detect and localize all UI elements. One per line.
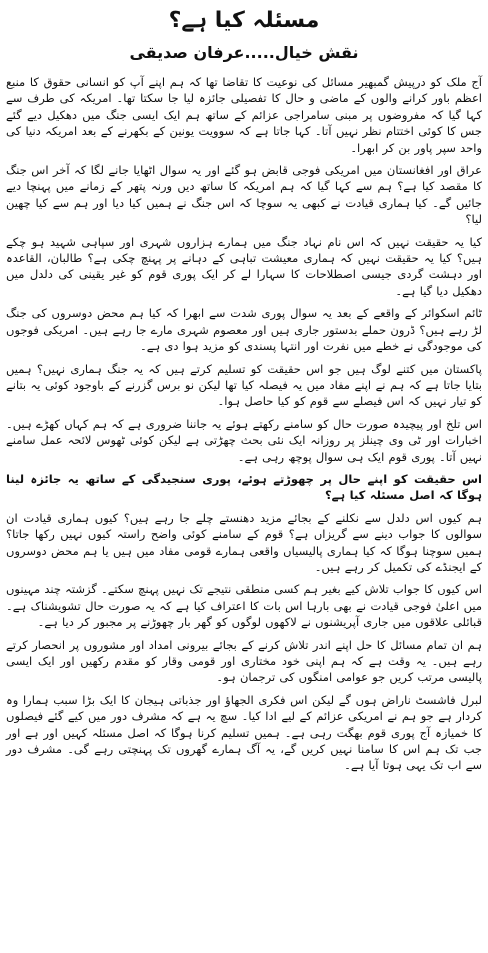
paragraph: ٹائم اسکوائر کے واقعے کے بعد یہ سوال پوری شدت سے ابھرا کہ کیا ہم محض دوسروں کی جنگ لڑ رہے ہیں؟ ڈرون حملے بدستور جاری ہیں اور معصوم شہری مارے جا رہے ہیں۔ امریکی فوجوں کی موجودگی نے خطے میں نفرت اور انتہا پسندی کو مزید ہوا دی ہے۔ [6, 306, 482, 354]
paragraph: پاکستان میں کتنے لوگ ہیں جو اس حقیقت کو تسلیم کرتے ہیں کہ یہ جنگ ہماری نہیں؟ ہمیں بتایا جاتا ہے کہ ہم نے اپنے مفاد میں یہ فیصلہ کیا تھا لیکن نو برس گزرنے کے باوجود کوئی یہ بتانے کو تیار نہیں کہ اس فیصلے سے قوم کو کیا حاصل ہوا۔ [6, 361, 482, 409]
column-byline: نقش خیال.....عرفان صدیقی [129, 43, 359, 62]
paragraph: اس حقیقت کو اپنے حال پر چھوڑتے ہوئے، پوری سنجیدگی کے ساتھ یہ جائزہ لینا ہوگا کہ اصل مسئلہ کیا ہے؟ [6, 471, 482, 503]
paragraph: لبرل فاشسٹ ناراض ہوں گے لیکن اس فکری الجھاؤ اور جذباتی ہیجان کا ایک بڑا سبب ہمارا وہ کردار ہے جو ہم نے امریکی عزائم کے لیے ادا کیا۔ سچ یہ ہے کہ مشرف دور میں کیے گئے فیصلوں کا خمیازہ آج پوری قوم بھگت رہی ہے۔ ہمیں تسلیم کرنا ہوگا کہ اصل مسئلہ کہیں اور ہے اور جب تک ہم اس کا سامنا نہیں کریں گے، یہ آگ ہمارے گھروں تک پہنچتی رہے گی۔ مشرف دور سے اب تک یہی ہوتا آیا ہے۔ [6, 692, 482, 773]
paragraph: ہم کیوں اس دلدل سے نکلنے کے بجائے مزید دھنستے چلے جا رہے ہیں؟ کیوں ہماری قیادت ان سوالوں کا جواب دینے سے گریزاں ہے؟ قوم کے سامنے کوئی واضح راستہ کیوں نہیں رکھا جاتا؟ ہمیں سوچنا ہوگا کہ کیا ہماری پالیسیاں واقعی ہمارے قومی مفاد میں ہیں یا ہم محض دوسروں کے ایجنڈے کی تکمیل کر رہے ہیں۔ [6, 510, 482, 574]
paragraph: اس تلخ اور پیچیدہ صورت حال کو سامنے رکھتے ہوئے یہ جاننا ضروری ہے کہ ہم کہاں کھڑے ہیں۔ اخبارات اور ٹی وی چینلز پر روزانہ ایک نئی بحث چھڑتی ہے لیکن کوئی ٹھوس لائحہ عمل سامنے نہیں آتا۔ پوری قوم ایک ہی سوال پوچھ رہی ہے۔ [6, 416, 482, 464]
paragraph: اس کیوں کا جواب تلاش کیے بغیر ہم کسی منطقی نتیجے تک نہیں پہنچ سکتے۔ گزشتہ چند مہینوں میں اعلیٰ فوجی قیادت نے بھی بارہا اس بات کا اعتراف کیا ہے کہ یہ صورت حال تشویشناک ہے۔ قبائلی علاقوں میں جاری آپریشنوں نے لاکھوں لوگوں کو گھر بار چھوڑنے پر مجبور کر دیا ہے۔ [5, 582, 482, 630]
paragraph: عراق اور افغانستان میں امریکی فوجی قابض ہو گئے اور یہ سوال اٹھایا جانے لگا کہ آخر اس جنگ کا مقصد کیا ہے؟ ہم سے کہا گیا کہ ہم امریکہ کا ساتھ دیں ورنہ پتھر کے زمانے میں پہنچا دیے جائیں گے۔ کیا ہماری قیادت نے کبھی یہ سوچا کہ اس جنگ نے ہمیں کیا دیا اور ہم سے کیا چھین لیا؟ [6, 163, 482, 227]
paragraph: کیا یہ حقیقت نہیں کہ اس نام نہاد جنگ میں ہمارے ہزاروں شہری اور سپاہی شہید ہو چکے ہیں؟ کیا یہ حقیقت نہیں کہ ہماری معیشت تباہی کے دہانے پر پہنچ چکی ہے؟ طالبان، القاعدہ اور دہشت گردی جیسی اصطلاحات کا سہارا لے کر ایک پوری قوم کو غیر یقینی کی دلدل میں دھکیل دیا گیا ہے۔ [6, 234, 482, 298]
article-title: مسئلہ کیا ہے؟ [168, 8, 320, 33]
article-body [6, 74, 482, 780]
paragraph: آج ملک کو درپیش گمبھیر مسائل کی نوعیت کا تقاضا تھا کہ ہم اپنے آپ کو انسانی حقوق کا منبع اعظم باور کرانے والوں کے ماضی و حال کا تفصیلی جائزہ لیا جا سکتا تھا۔ امریکہ کی طرف سے کہا گیا کہ مفروضوں پر مبنی سامراجی عزائم کے ساتھ ہم ایک ایسی جنگ میں دھکیل دیے گئے جس کا کوئی اختتام نظر نہیں آتا۔ کہا جاتا ہے کہ سوویت یونین کے بکھرنے کے بعد امریکہ دنیا کی واحد سپر پاور بن کر ابھرا۔ [6, 75, 482, 155]
paragraph: ہم ان تمام مسائل کا حل اپنے اندر تلاش کرنے کے بجائے بیرونی امداد اور مشوروں پر انحصار کرتے رہے ہیں۔ یہ وقت ہے کہ ہم اپنی خود مختاری اور قومی وقار کو مقدم رکھیں اور ایک ایسی پالیسی مرتب کریں جو عوامی امنگوں کی ترجمان ہو۔ [6, 637, 482, 685]
